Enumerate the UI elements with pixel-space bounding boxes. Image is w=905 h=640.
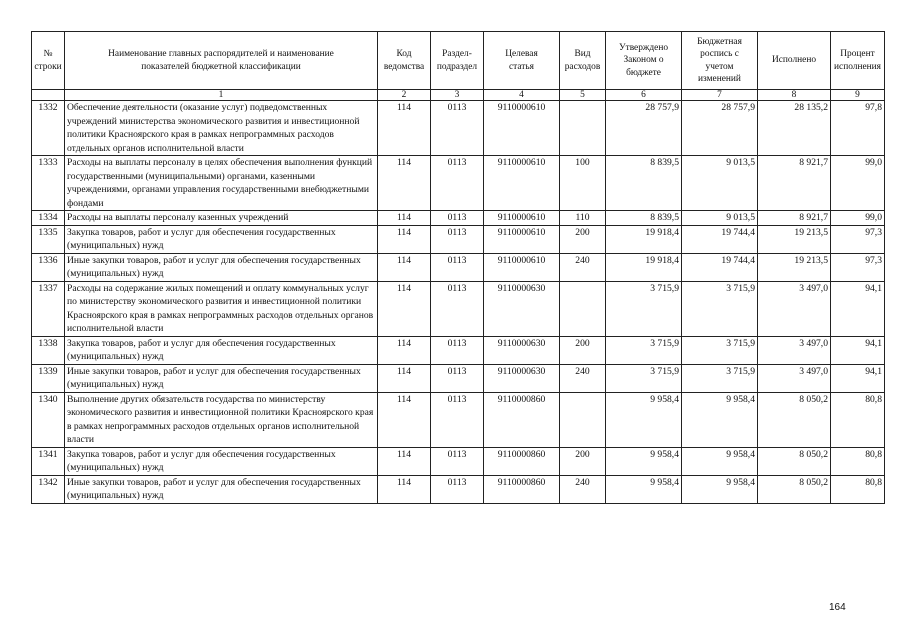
expense-type-cell: 200 <box>560 225 606 253</box>
department-code-cell: 114 <box>378 225 431 253</box>
executed-amount-cell: 19 213,5 <box>758 253 831 281</box>
name-cell: Расходы на выплаты персоналу казенных учреждений <box>65 211 378 226</box>
header-section: Раздел- подраздел <box>431 32 484 90</box>
schedule-amount-cell: 9 013,5 <box>682 211 758 226</box>
executed-amount-cell: 8 921,7 <box>758 156 831 211</box>
row-number-cell: 1338 <box>32 336 65 364</box>
schedule-amount-cell: 9 958,4 <box>682 475 758 503</box>
department-code-cell: 114 <box>378 281 431 336</box>
executed-amount-cell: 28 135,2 <box>758 101 831 156</box>
row-number-cell: 1336 <box>32 253 65 281</box>
department-code-cell: 114 <box>378 336 431 364</box>
section-cell: 0113 <box>431 225 484 253</box>
approved-amount-cell: 9 958,4 <box>606 392 682 447</box>
section-cell: 0113 <box>431 364 484 392</box>
executed-amount-cell: 8 050,2 <box>758 447 831 475</box>
name-cell: Закупка товаров, работ и услуг для обеспечения государственных (муниципальных) нужд <box>65 225 378 253</box>
department-code-cell: 114 <box>378 156 431 211</box>
column-number: 7 <box>682 90 758 101</box>
approved-amount-cell: 8 839,5 <box>606 156 682 211</box>
header-row <box>32 32 885 90</box>
row-number-cell: 1340 <box>32 392 65 447</box>
schedule-amount-cell: 19 744,4 <box>682 253 758 281</box>
column-number: 9 <box>831 90 885 101</box>
expense-type-cell <box>560 101 606 156</box>
schedule-amount-cell: 9 013,5 <box>682 156 758 211</box>
section-cell: 0113 <box>431 447 484 475</box>
row-number-cell: 1335 <box>32 225 65 253</box>
table-row <box>32 364 885 392</box>
section-cell: 0113 <box>431 392 484 447</box>
table-row <box>32 447 885 475</box>
name-cell: Закупка товаров, работ и услуг для обеспечения государственных (муниципальных) нужд <box>65 336 378 364</box>
execution-percent-cell: 80,8 <box>831 447 885 475</box>
approved-amount-cell: 8 839,5 <box>606 211 682 226</box>
column-number: 1 <box>65 90 378 101</box>
schedule-amount-cell: 3 715,9 <box>682 336 758 364</box>
table-header <box>32 32 885 101</box>
execution-percent-cell: 97,8 <box>831 101 885 156</box>
execution-percent-cell: 97,3 <box>831 253 885 281</box>
department-code-cell: 114 <box>378 211 431 226</box>
header-name: Наименование главных распорядителей и наименование показателей бюджетной классификации <box>65 32 378 90</box>
approved-amount-cell: 19 918,4 <box>606 253 682 281</box>
execution-percent-cell: 94,1 <box>831 281 885 336</box>
target-article-cell: 9110000610 <box>484 225 560 253</box>
table-row <box>32 253 885 281</box>
name-cell: Иные закупки товаров, работ и услуг для обеспечения государственных (муниципальных) нужд <box>65 475 378 503</box>
table-row <box>32 225 885 253</box>
header-executed: Исполнено <box>758 32 831 90</box>
schedule-amount-cell: 28 757,9 <box>682 101 758 156</box>
name-cell: Иные закупки товаров, работ и услуг для обеспечения государственных (муниципальных) нужд <box>65 364 378 392</box>
expense-type-cell: 200 <box>560 336 606 364</box>
schedule-amount-cell: 3 715,9 <box>682 281 758 336</box>
department-code-cell: 114 <box>378 364 431 392</box>
executed-amount-cell: 3 497,0 <box>758 336 831 364</box>
section-cell: 0113 <box>431 336 484 364</box>
row-number-cell: 1332 <box>32 101 65 156</box>
execution-percent-cell: 94,1 <box>831 364 885 392</box>
target-article-cell: 9110000860 <box>484 447 560 475</box>
section-cell: 0113 <box>431 211 484 226</box>
section-cell: 0113 <box>431 156 484 211</box>
row-number-cell: 1342 <box>32 475 65 503</box>
approved-amount-cell: 3 715,9 <box>606 281 682 336</box>
header-approved-by-law: Утверждено Законом о бюджете <box>606 32 682 90</box>
table-row <box>32 392 885 447</box>
table-row <box>32 336 885 364</box>
execution-percent-cell: 99,0 <box>831 156 885 211</box>
name-cell: Обеспечение деятельности (оказание услуг) подведомственных учреждений министерства экономического развития и инвестиционной политики Красноярского края в рамках непрограммных расходов отдельных органов исполнительной власти <box>65 101 378 156</box>
approved-amount-cell: 28 757,9 <box>606 101 682 156</box>
executed-amount-cell: 19 213,5 <box>758 225 831 253</box>
header-budget-schedule: Бюджетная роспись с учетом изменений <box>682 32 758 90</box>
column-number: 5 <box>560 90 606 101</box>
department-code-cell: 114 <box>378 101 431 156</box>
column-number: 6 <box>606 90 682 101</box>
target-article-cell: 9110000860 <box>484 392 560 447</box>
name-cell: Иные закупки товаров, работ и услуг для обеспечения государственных (муниципальных) нужд <box>65 253 378 281</box>
table-row <box>32 101 885 156</box>
schedule-amount-cell: 19 744,4 <box>682 225 758 253</box>
expense-type-cell: 200 <box>560 447 606 475</box>
executed-amount-cell: 3 497,0 <box>758 364 831 392</box>
name-cell: Расходы на выплаты персоналу в целях обеспечения выполнения функций государственными (муниципальными) органами, казенными учреждениями, органами управления государственными внебюджетными фондами <box>65 156 378 211</box>
section-cell: 0113 <box>431 101 484 156</box>
section-cell: 0113 <box>431 281 484 336</box>
expense-type-cell: 240 <box>560 364 606 392</box>
header-expense-type: Вид расходов <box>560 32 606 90</box>
header-department-code: Код ведомства <box>378 32 431 90</box>
executed-amount-cell: 8 050,2 <box>758 392 831 447</box>
approved-amount-cell: 19 918,4 <box>606 225 682 253</box>
name-cell: Выполнение других обязательств государства по министерству экономического развития и инвестиционной политики Красноярского края в рамках непрограммных расходов отдельных органов исполнительной власти <box>65 392 378 447</box>
approved-amount-cell: 3 715,9 <box>606 364 682 392</box>
schedule-amount-cell: 9 958,4 <box>682 392 758 447</box>
budget-execution-table <box>31 31 885 504</box>
name-cell: Расходы на содержание жилых помещений и оплату коммунальных услуг по министерству экономического развития и инвестиционной политики Красноярского края в рамках непрограммных расходов отдельных органов исполнительной власти <box>65 281 378 336</box>
target-article-cell: 9110000860 <box>484 475 560 503</box>
target-article-cell: 9110000610 <box>484 156 560 211</box>
expense-type-cell: 100 <box>560 156 606 211</box>
expense-type-cell: 110 <box>560 211 606 226</box>
column-number: 8 <box>758 90 831 101</box>
execution-percent-cell: 94,1 <box>831 336 885 364</box>
expense-type-cell <box>560 281 606 336</box>
header-execution-percent: Процент исполнения <box>831 32 885 90</box>
target-article-cell: 9110000630 <box>484 336 560 364</box>
department-code-cell: 114 <box>378 447 431 475</box>
row-number-cell: 1337 <box>32 281 65 336</box>
column-number: 2 <box>378 90 431 101</box>
department-code-cell: 114 <box>378 475 431 503</box>
column-number: 4 <box>484 90 560 101</box>
target-article-cell: 9110000630 <box>484 281 560 336</box>
target-article-cell: 9110000610 <box>484 211 560 226</box>
execution-percent-cell: 99,0 <box>831 211 885 226</box>
target-article-cell: 9110000610 <box>484 101 560 156</box>
target-article-cell: 9110000610 <box>484 253 560 281</box>
row-number-cell: 1334 <box>32 211 65 226</box>
executed-amount-cell: 3 497,0 <box>758 281 831 336</box>
header-target-article: Целевая статья <box>484 32 560 90</box>
approved-amount-cell: 3 715,9 <box>606 336 682 364</box>
row-number-cell: 1341 <box>32 447 65 475</box>
department-code-cell: 114 <box>378 253 431 281</box>
row-number-cell: 1339 <box>32 364 65 392</box>
executed-amount-cell: 8 050,2 <box>758 475 831 503</box>
table-row <box>32 211 885 226</box>
expense-type-cell: 240 <box>560 475 606 503</box>
expense-type-cell <box>560 392 606 447</box>
schedule-amount-cell: 3 715,9 <box>682 364 758 392</box>
approved-amount-cell: 9 958,4 <box>606 447 682 475</box>
table-body <box>32 101 885 504</box>
executed-amount-cell: 8 921,7 <box>758 211 831 226</box>
column-number-row <box>32 90 885 101</box>
section-cell: 0113 <box>431 253 484 281</box>
table-row <box>32 475 885 503</box>
name-cell: Закупка товаров, работ и услуг для обеспечения государственных (муниципальных) нужд <box>65 447 378 475</box>
header-row-number: № строки <box>32 32 65 90</box>
schedule-amount-cell: 9 958,4 <box>682 447 758 475</box>
target-article-cell: 9110000630 <box>484 364 560 392</box>
department-code-cell: 114 <box>378 392 431 447</box>
execution-percent-cell: 80,8 <box>831 475 885 503</box>
page-number: 164 <box>829 602 846 613</box>
column-number: 3 <box>431 90 484 101</box>
section-cell: 0113 <box>431 475 484 503</box>
execution-percent-cell: 80,8 <box>831 392 885 447</box>
execution-percent-cell: 97,3 <box>831 225 885 253</box>
table-row <box>32 156 885 211</box>
table-row <box>32 281 885 336</box>
expense-type-cell: 240 <box>560 253 606 281</box>
row-number-cell: 1333 <box>32 156 65 211</box>
approved-amount-cell: 9 958,4 <box>606 475 682 503</box>
